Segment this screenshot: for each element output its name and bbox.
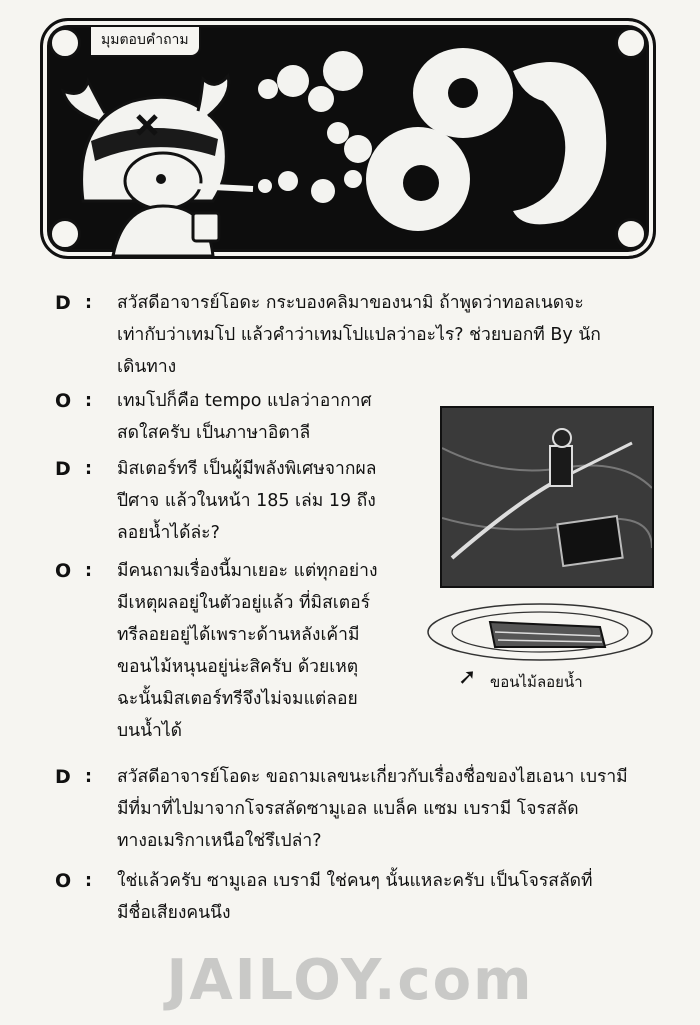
entry-text — [117, 555, 378, 747]
entry-text — [117, 761, 628, 857]
separator: : — [85, 391, 92, 411]
section-label: มุมตอบคำถาม — [91, 27, 201, 57]
scroll-ornament-bottom-right — [615, 218, 647, 250]
separator: : — [85, 871, 92, 891]
text-line: มีที่มาที่ไปมาจากโจรสลัดซามูเอล แบล็ค แซม เบรามี โจรสลัด — [117, 799, 579, 819]
manga-panel-artwork — [442, 408, 652, 586]
separator: : — [85, 293, 92, 313]
speaker-tag: D — [55, 766, 71, 788]
text-line: ฉะนั้นมิสเตอร์ทรีจึงไม่จมแต่ลอย — [117, 689, 358, 709]
text-line: มีเหตุผลอยู่ในตัวอยู่แล้ว ที่มิสเตอร์ — [117, 593, 371, 613]
pointer-arrow-icon: ➚ — [458, 665, 477, 690]
text-line: บนน้ำได้ — [117, 721, 183, 741]
text-line: ทางอเมริกาเหนือใช่รึเปล่า? — [117, 831, 322, 851]
entry-text — [117, 865, 593, 929]
text-line: สวัสดีอาจารย์โอดะ กระบองคลิมาของนามิ ถ้าพูดว่าทอลเนดจะ — [117, 293, 584, 313]
speaker-tag: D — [55, 292, 71, 314]
speaker-tag: O — [55, 870, 72, 892]
speaker-tag: O — [55, 390, 72, 412]
scroll-ornament-right — [615, 27, 647, 59]
text-line: ขอนไม้หนุนอยู่น่ะสิครับ ด้วยเหตุ — [117, 657, 359, 677]
entry-text — [117, 453, 376, 549]
entry-text — [117, 287, 601, 383]
text-line: เดินทาง — [117, 357, 177, 377]
text-line: ทรีลอยอยู่ได้เพราะด้านหลังเค้ามี — [117, 625, 360, 645]
text-line: สวัสดีอาจารย์โอดะ ขอถามเลขนะเกี่ยวกับเรื่องชื่อของไฮเอนา เบรามี — [117, 767, 628, 787]
text-line: ลอยน้ำได้ล่ะ? — [117, 523, 220, 543]
text-line: มีคนถามเรื่องนี้มาเยอะ แต่ทุกอย่าง — [117, 561, 378, 581]
watermark: JAILOY.com — [166, 948, 534, 1013]
speaker-tag: O — [55, 560, 72, 582]
illustration-caption: ขอนไม้ลอยน้ำ — [490, 673, 583, 691]
text-line: มีชื่อเสียงคนนึง — [117, 903, 231, 923]
entry-text — [117, 385, 372, 449]
text-line: ใช่แล้วครับ ซามูเอล เบรามี ใช่คนๆ นั้นแหละครับ เป็นโจรสลัดที่ — [117, 871, 593, 891]
text-line: เท่ากับว่าเทมโป แล้วคำว่าเทมโปแปลว่าอะไร? ช่วยบอกที By นัก — [117, 325, 601, 345]
separator: : — [85, 561, 92, 581]
separator: : — [85, 767, 92, 787]
text-line: ปีศาจ แล้วในหน้า 185 เล่ม 19 ถึง — [117, 491, 376, 511]
speaker-tag: D — [55, 458, 71, 480]
scroll-ornament-left — [49, 27, 81, 59]
text-line: เทมโปก็คือ tempo แปลว่าอากาศ — [117, 391, 372, 411]
manga-panel-image — [440, 406, 654, 588]
separator: : — [85, 459, 92, 479]
scroll-ornament-bottom-left — [49, 218, 81, 250]
text-line: มิสเตอร์ทรี เป็นผู้มีพลังพิเศษจากผล — [117, 459, 377, 479]
header-banner — [40, 18, 656, 259]
text-line: สดใสครับ เป็นภาษาอิตาลี — [117, 423, 311, 443]
floating-log-sketch — [420, 592, 655, 672]
